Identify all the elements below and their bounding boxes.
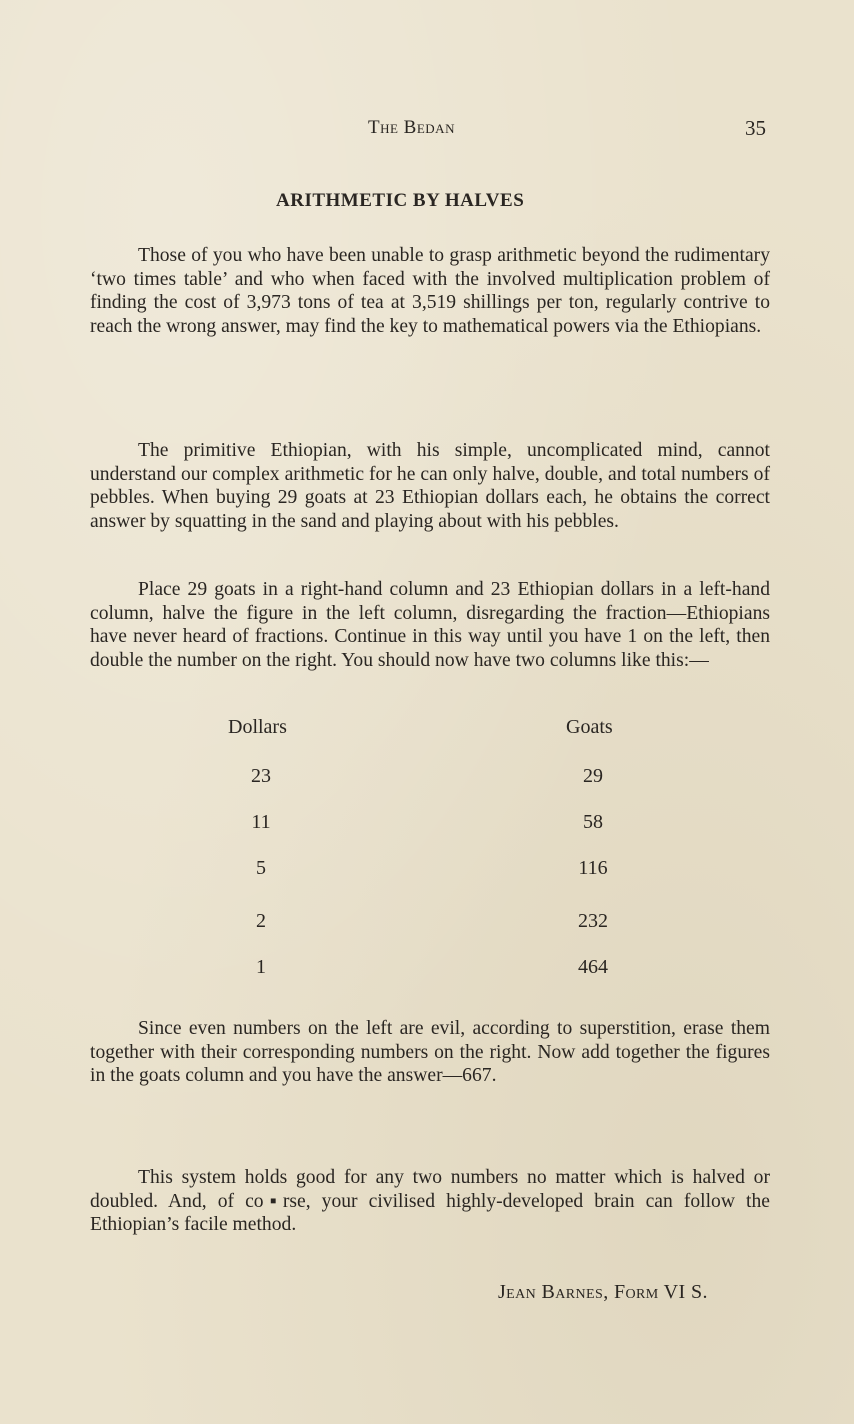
table-cell-goats: 58 [583, 811, 603, 833]
paragraph-intro: Those of you who have been unable to grasp arithmetic beyond the rudimentary ‘two times table’ and who when faced with the involved multiplication problem of finding the cost of 3,973 tons of tea at 3,519 shillings per ton, regularly contrive to reach the wrong answer, may find the key to mathematical powers via the Ethiopians. [90, 245, 770, 337]
table-header-dollars: Dollars [228, 716, 287, 738]
page-number: 35 [745, 116, 766, 140]
table-cell-goats: 29 [583, 765, 603, 787]
author-signature: Jean Barnes, Form VI S. [498, 1281, 708, 1303]
paragraph-instructions: Place 29 goats in a right-hand column and 23 Ethiopian dollars in a left-hand column, halve the figure in the left column, disregarding the fraction—Ethiopians have never heard of fractions. Continue in this way until you have 1 on the left, then double the number on the right. You should now have two columns like this:— [90, 579, 770, 671]
table-header-goats: Goats [566, 716, 613, 738]
table-cell-dollars: 5 [256, 857, 266, 879]
paragraph-erase-even: Since even numbers on the left are evil, according to superstition, erase them together with their corresponding numbers on the right. Now add together the figures in the goats column and you have the answer—667. [90, 1018, 770, 1086]
table-cell-dollars: 11 [251, 811, 271, 833]
article-title: ARITHMETIC BY HALVES [276, 190, 525, 211]
table-cell-dollars: 23 [251, 765, 271, 787]
paragraph-ethiopian-method: The primitive Ethiopian, with his simple, uncomplicated mind, cannot understand our complex arithmetic for he can only halve, double, and total numbers of pebbles. When buying 29 goats at 23 Ethiopian dollars each, he obtains the correct answer by squatting in the sand and playing about with his pebbles. [90, 440, 770, 532]
table-cell-goats: 232 [578, 910, 608, 932]
table-cell-goats: 116 [578, 857, 608, 879]
table-cell-dollars: 1 [256, 956, 266, 978]
table-cell-dollars: 2 [256, 910, 266, 932]
paragraph-conclusion: This system holds good for any two numbers no matter which is halved or doubled. And, of co▪rse, your civilised highly-developed brain can follow the Ethiopian’s facile method. [90, 1167, 770, 1235]
running-header-title: The Bedan [368, 117, 455, 138]
table-cell-goats: 464 [578, 956, 608, 978]
